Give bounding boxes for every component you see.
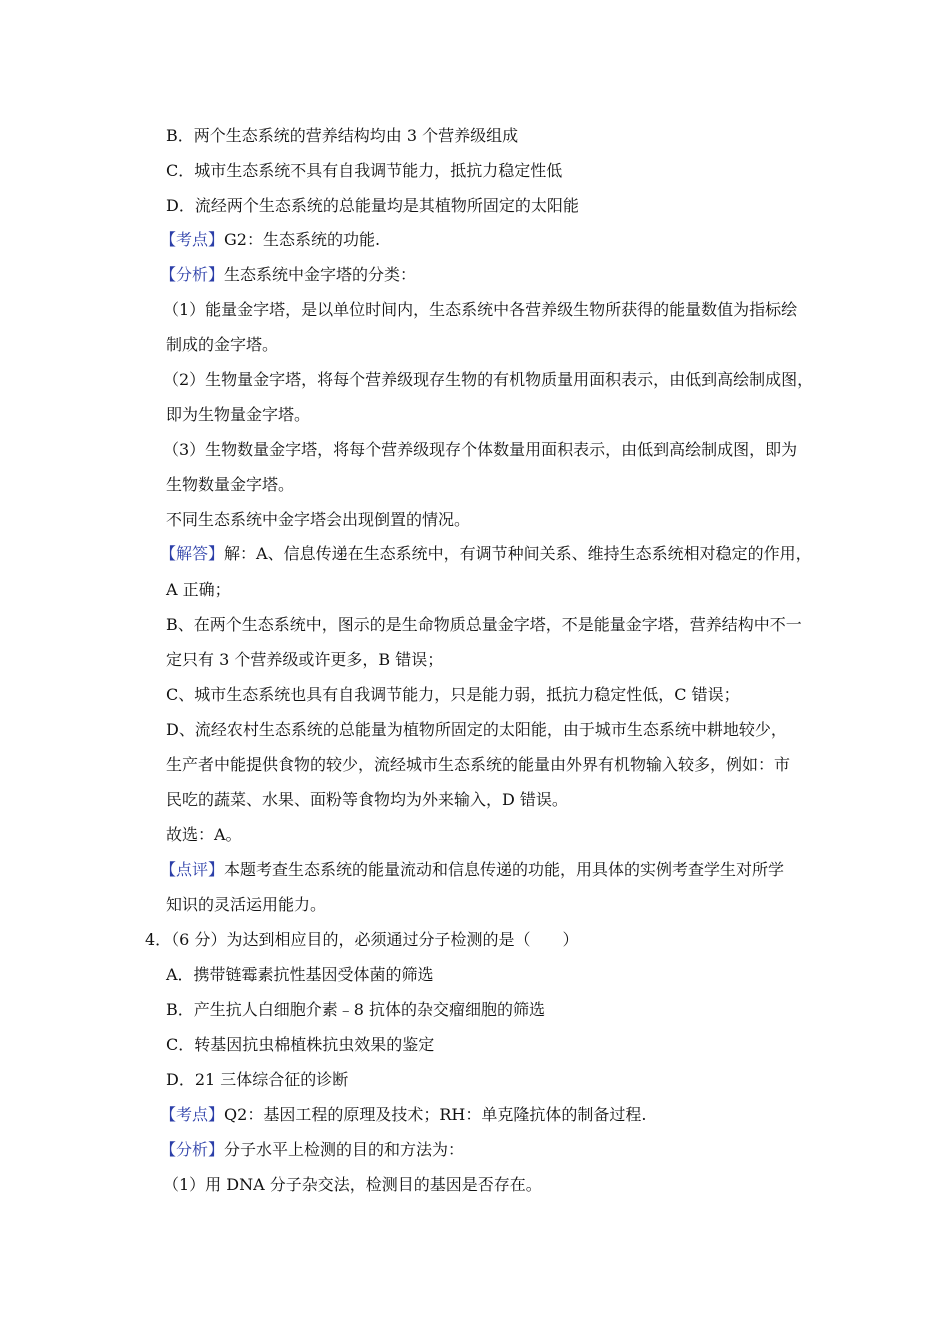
kaodian-text: G2：生态系统的功能.	[224, 230, 381, 249]
q3-jieda-b-line1: B、在两个生态系统中，图示的是生命物质总量金字塔，不是能量金字塔，营养结构中不一	[166, 615, 802, 634]
q4-fenxi-p1: （1）用 DNA 分子杂交法，检测目的基因是否存在。	[163, 1175, 542, 1194]
kaodian-tag: 【考点】	[160, 230, 225, 249]
q3-fenxi	[160, 264, 416, 286]
q3-jieda-c: C、城市生态系统也具有自我调节能力，只是能力弱，抵抗力稳定性低，C 错误；	[166, 685, 740, 704]
fenxi-text: 生态系统中金字塔的分类：	[224, 265, 417, 284]
q3-jieda-d-line2: 生产者中能提供食物的较少，流经城市生态系统的能量由外界有机物输入较多，例如：市	[166, 755, 791, 774]
q3-fenxi-p1-line2: 制成的金字塔。	[166, 335, 279, 354]
q3-fenxi-p2-line2: 即为生物量金字塔。	[166, 405, 311, 424]
jieda-a-line1: 解：A、信息传递在生态系统中，有调节种间关系、维持生态系统相对稳定的作用，	[224, 544, 812, 563]
q3-jieda-d-line1: D、流经农村生态系统的总能量为植物所固定的太阳能，由于城市生态系统中耕地较少，	[166, 720, 787, 739]
q3-option-c: C．城市生态系统不具有自我调节能力，抵抗力稳定性低	[166, 161, 563, 180]
fenxi-text: 分子水平上检测的目的和方法为：	[224, 1140, 465, 1159]
q4-option-b: B．产生抗人白细胞介素﹣8 抗体的杂交瘤细胞的筛选	[166, 1000, 546, 1019]
q3-fenxi-p3-line2: 生物数量金字塔。	[166, 475, 295, 494]
q4-option-c: C．转基因抗虫棉植株抗虫效果的鉴定	[166, 1035, 435, 1054]
q3-jieda-a-line2: A 正确；	[166, 580, 231, 599]
dianping-line1: 本题考查生态系统的能量流动和信息传递的功能，用具体的实例考查学生对所学	[224, 860, 785, 879]
q4-fenxi	[160, 1139, 464, 1161]
q3-fenxi-p1-line1: （1）能量金字塔，是以单位时间内，生态系统中各营养级生物所获得的能量数值为指标绘	[163, 300, 798, 319]
q3-kaodian	[160, 229, 380, 251]
q3-fenxi-p3-line1: （3）生物数量金字塔，将每个营养级现存个体数量用面积表示，由低到高绘制成图，即为	[163, 440, 798, 459]
jieda-tag: 【解答】	[160, 544, 225, 563]
fenxi-tag: 【分析】	[160, 1140, 225, 1159]
kaodian-tag: 【考点】	[160, 1105, 225, 1124]
q3-dianping-line2: 知识的灵活运用能力。	[166, 895, 327, 914]
q3-dianping	[160, 859, 784, 881]
dianping-tag: 【点评】	[160, 860, 225, 879]
q3-option-b: B．两个生态系统的营养结构均由 3 个营养级组成	[166, 126, 519, 145]
q3-jieda	[160, 543, 812, 565]
q4-kaodian	[160, 1104, 646, 1126]
q4-stem: 4．（6 分）为达到相应目的，必须通过分子检测的是（ ）	[145, 930, 579, 949]
q3-answer: 故选：A。	[166, 825, 242, 844]
q3-jieda-b-line2: 定只有 3 个营养级或许更多，B 错误；	[166, 650, 444, 669]
q3-fenxi-p2-line1: （2）生物量金字塔，将每个营养级现存生物的有机物质量用面积表示，由低到高绘制成图，	[163, 370, 814, 389]
fenxi-tag: 【分析】	[160, 265, 225, 284]
q3-jieda-d-line3: 民吃的蔬菜、水果、面粉等食物均为外来输入，D 错误。	[166, 790, 568, 809]
q3-option-d: D．流经两个生态系统的总能量均是其植物所固定的太阳能	[166, 196, 579, 215]
q3-fenxi-p4: 不同生态系统中金字塔会出现倒置的情况。	[166, 510, 471, 529]
q4-option-d: D．21 三体综合征的诊断	[166, 1070, 349, 1089]
q4-option-a: A．携带链霉素抗性基因受体菌的筛选	[166, 965, 434, 984]
kaodian-text: Q2：基因工程的原理及技术；RH：单克隆抗体的制备过程.	[224, 1105, 647, 1124]
